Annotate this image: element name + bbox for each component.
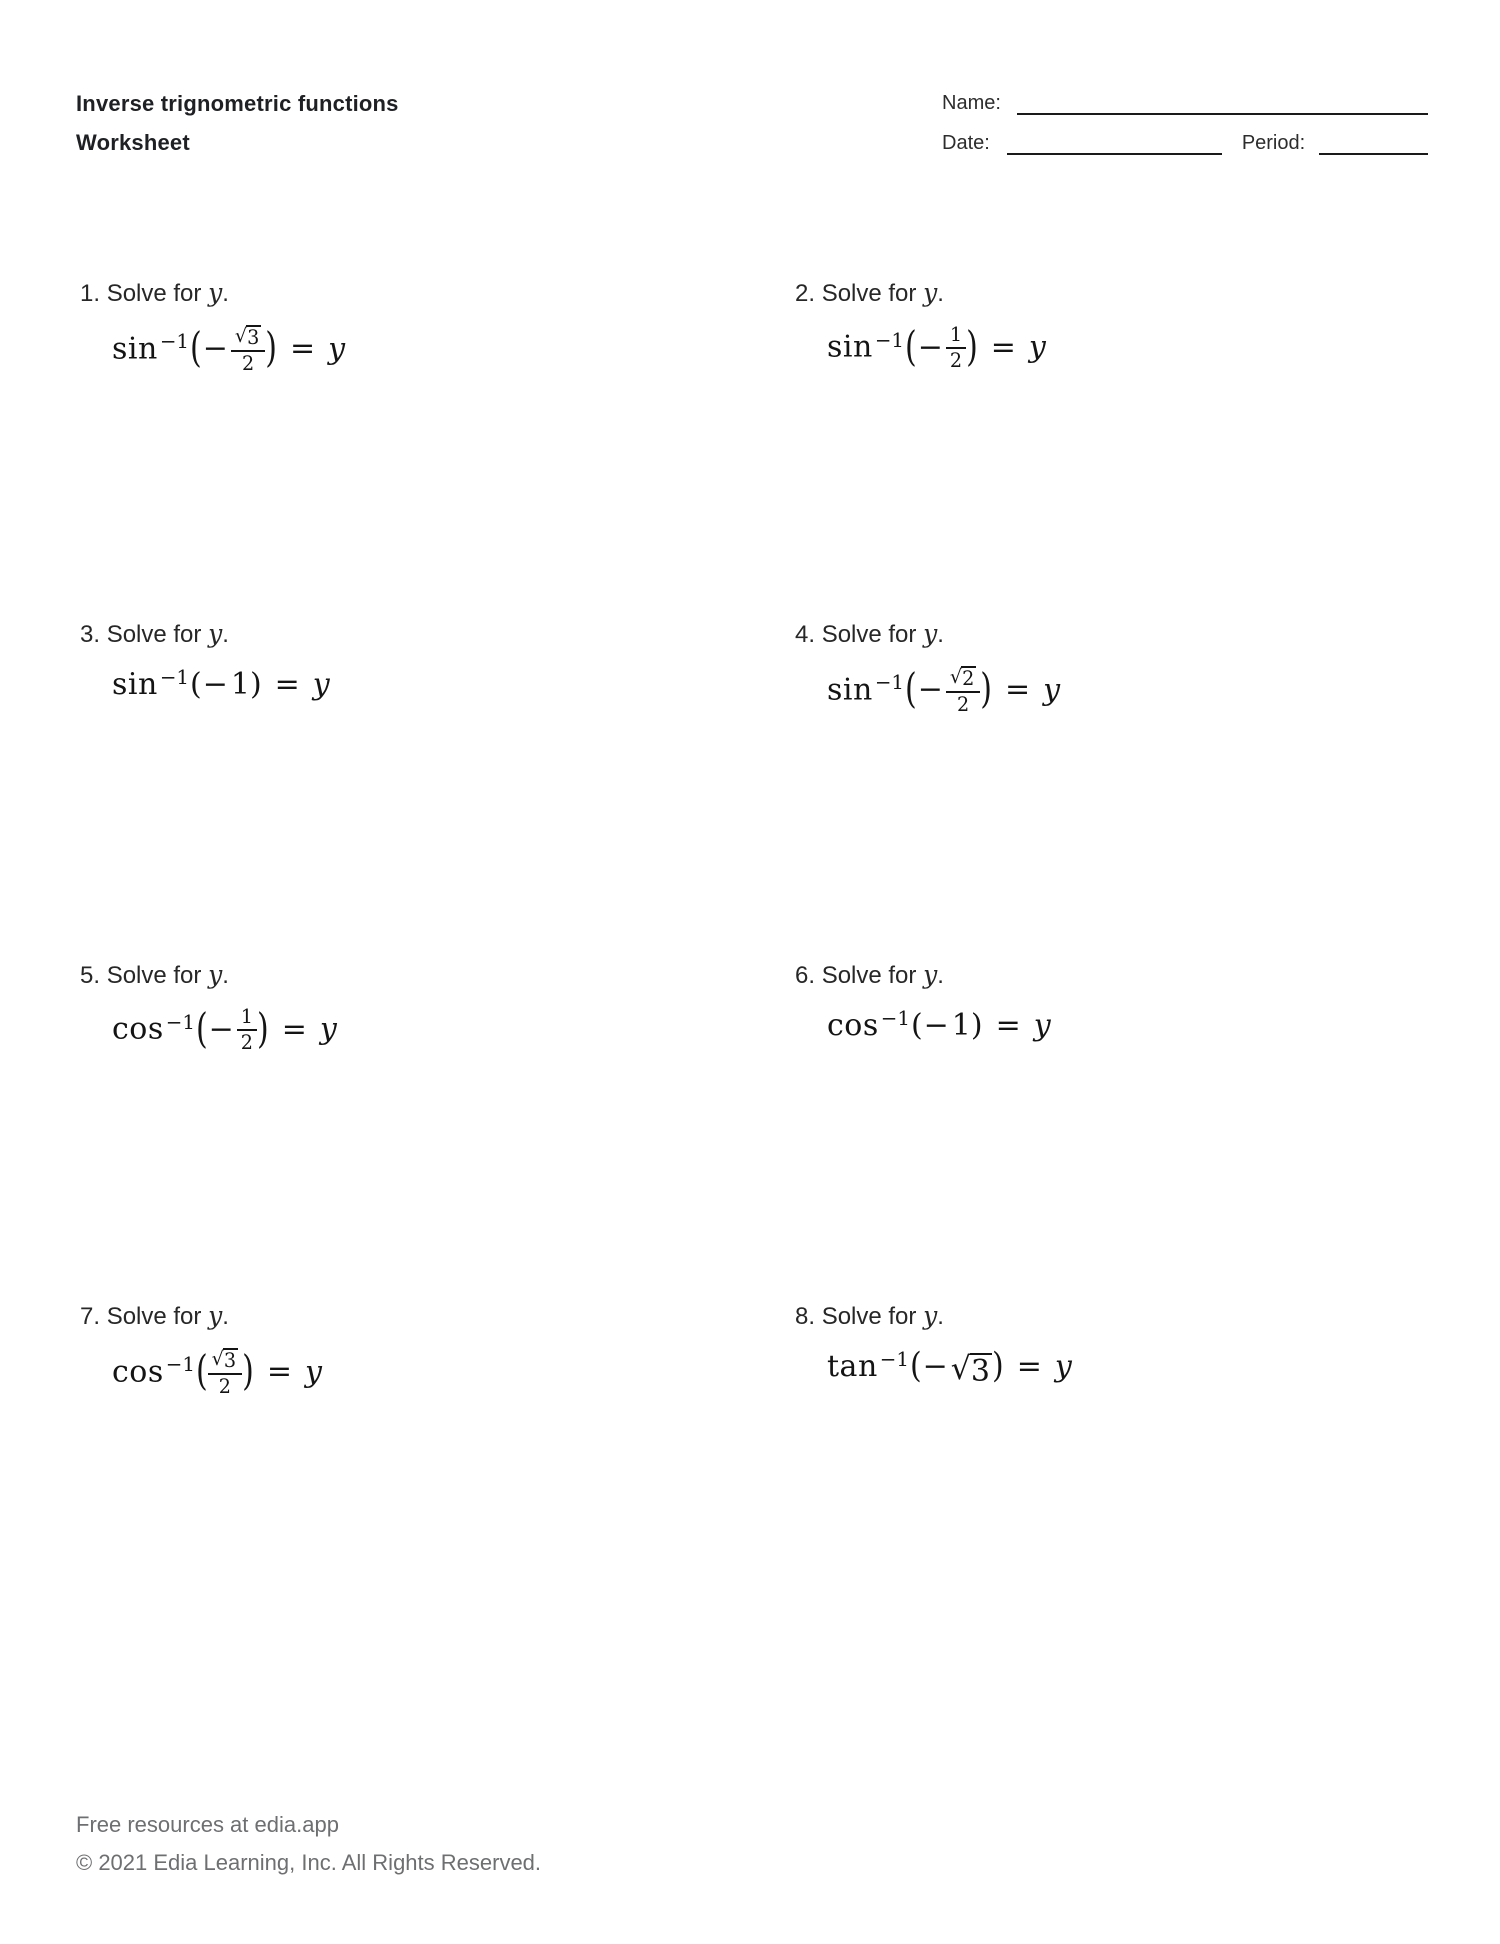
math-exponent: −1 — [880, 1007, 910, 1030]
date-blank-line — [1007, 132, 1222, 155]
math-number: 1 — [230, 666, 250, 702]
radical-icon: √ — [211, 1347, 224, 1370]
prompt-text: Solve for — [821, 621, 924, 648]
math-equals-sign: = — [266, 1354, 292, 1390]
math-paren: ( — [904, 322, 917, 372]
footer-resources-line: Free resources at edia.app — [76, 1812, 339, 1837]
fraction-denominator: 2 — [240, 1030, 254, 1054]
math-equals-sign: = — [290, 331, 316, 367]
math-minus-sign: − — [917, 329, 943, 365]
math-minus-sign: − — [917, 672, 943, 708]
name-blank-line — [1017, 92, 1428, 115]
problem-number: 6. — [795, 962, 822, 989]
math-paren: ) — [980, 665, 993, 714]
worksheet-title: Inverse trignometric functions — [76, 91, 399, 116]
math-equals-sign: = — [274, 666, 300, 702]
fraction-denominator: 2 — [956, 693, 970, 717]
problem-prompt — [80, 619, 795, 650]
name-row — [942, 92, 1428, 115]
problem-number: 8. — [795, 1303, 822, 1330]
math-paren: ) — [249, 666, 262, 702]
prompt-text: Solve for — [821, 962, 924, 989]
period-label: Period: — [1241, 132, 1306, 154]
math-fraction — [237, 1006, 257, 1053]
math-paren: ( — [195, 1347, 208, 1396]
math-function: sin — [112, 666, 158, 702]
math-variable: y — [304, 1354, 322, 1390]
problem-prompt — [80, 960, 795, 991]
radicand: 3 — [247, 326, 260, 349]
equation — [112, 1004, 795, 1054]
math-variable: y — [1028, 329, 1046, 365]
fraction-denominator: 2 — [241, 352, 255, 376]
math-paren: ( — [189, 324, 202, 373]
math-function: cos — [827, 1007, 879, 1043]
math-sqrt — [212, 1348, 238, 1372]
math-paren: ) — [966, 322, 978, 372]
math-variable: y — [312, 666, 330, 702]
math-exponent: −1 — [165, 1353, 195, 1377]
equation — [112, 325, 795, 376]
equation — [827, 322, 1430, 372]
problem-number: 7. — [80, 1303, 107, 1330]
problem-prompt — [795, 278, 1430, 309]
prompt-text: Solve for — [821, 280, 924, 307]
problem-prompt — [795, 1301, 1430, 1332]
page-footer — [76, 1806, 541, 1882]
problem-8 — [795, 1301, 1430, 1642]
math-exponent: −1 — [879, 1348, 909, 1371]
math-paren: ) — [970, 1007, 983, 1043]
math-minus-sign: − — [202, 666, 228, 702]
problem-number: 4. — [795, 621, 822, 648]
student-info-block — [942, 92, 1428, 155]
radical-icon: √ — [949, 665, 963, 688]
math-paren: ) — [265, 324, 278, 373]
math-fraction — [946, 324, 966, 371]
prompt-text: Solve for — [821, 1303, 924, 1330]
prompt-punct: . — [222, 962, 229, 989]
equation — [112, 1348, 795, 1399]
prompt-variable: y — [923, 619, 938, 648]
problem-1 — [80, 278, 795, 619]
math-exponent: −1 — [165, 1010, 195, 1034]
math-variable: y — [328, 331, 346, 367]
equation — [827, 1007, 1430, 1043]
prompt-variable: y — [923, 960, 938, 989]
problem-7 — [80, 1301, 795, 1642]
math-paren: ( — [195, 1004, 208, 1054]
math-exponent: −1 — [874, 328, 904, 352]
title-block — [76, 84, 399, 162]
fraction-numerator — [946, 665, 980, 693]
math-fraction — [208, 1347, 242, 1398]
math-sqrt — [235, 325, 261, 349]
math-equals-sign: = — [990, 329, 1016, 365]
math-function: sin — [827, 672, 873, 708]
problem-number: 2. — [795, 280, 822, 307]
problem-prompt — [80, 278, 795, 309]
prompt-variable: y — [208, 1301, 223, 1330]
fraction-numerator: 1 — [946, 324, 966, 349]
math-minus-sign: − — [202, 331, 228, 367]
math-equals-sign: = — [281, 1011, 307, 1047]
math-equals-sign: = — [995, 1007, 1021, 1043]
radicand: 2 — [962, 667, 975, 690]
problem-number: 1. — [80, 280, 107, 307]
problem-3 — [80, 619, 795, 960]
math-function: cos — [112, 1011, 164, 1047]
prompt-text: Solve for — [106, 621, 209, 648]
fraction-numerator — [208, 1347, 242, 1375]
math-equals-sign: = — [1016, 1348, 1042, 1384]
problem-2 — [795, 278, 1430, 619]
math-exponent: −1 — [159, 666, 189, 689]
math-paren: ( — [910, 1007, 923, 1043]
equation — [827, 1345, 1430, 1389]
math-exponent: −1 — [159, 330, 189, 354]
math-paren: ) — [991, 1345, 1004, 1386]
fraction-denominator: 2 — [218, 1375, 231, 1399]
math-paren: ) — [257, 1004, 269, 1054]
math-minus-sign: − — [208, 1011, 234, 1047]
problem-5 — [80, 960, 795, 1301]
prompt-punct: . — [937, 1303, 944, 1330]
math-variable: y — [1054, 1348, 1072, 1384]
date-period-row — [942, 132, 1428, 155]
problems-grid — [80, 278, 1430, 1642]
radicand: 3 — [223, 1349, 237, 1372]
fraction-numerator — [231, 324, 265, 352]
problem-prompt — [80, 1301, 795, 1332]
problem-6 — [795, 960, 1430, 1301]
math-fraction — [231, 324, 265, 375]
math-sqrt — [950, 1350, 992, 1390]
footer-copyright-line: © 2021 Edia Learning, Inc. All Rights Reserved. — [76, 1850, 542, 1875]
math-minus-sign: − — [922, 1348, 948, 1384]
period-blank-line — [1319, 132, 1428, 155]
prompt-punct: . — [222, 1303, 229, 1330]
problem-number: 5. — [80, 962, 107, 989]
math-exponent: −1 — [874, 671, 904, 695]
prompt-punct: . — [937, 280, 944, 307]
math-variable: y — [1033, 1007, 1051, 1043]
prompt-text: Solve for — [106, 280, 209, 307]
math-paren: ( — [904, 665, 917, 714]
worksheet-subtitle: Worksheet — [76, 130, 190, 155]
prompt-text: Solve for — [106, 962, 209, 989]
math-minus-sign: − — [923, 1007, 949, 1043]
prompt-punct: . — [222, 621, 229, 648]
problem-4 — [795, 619, 1430, 960]
equation — [112, 666, 795, 702]
prompt-punct: . — [222, 280, 229, 307]
fraction-denominator: 2 — [949, 348, 963, 372]
math-sqrt — [950, 666, 976, 690]
prompt-punct: . — [937, 962, 944, 989]
fraction-numerator: 1 — [237, 1006, 257, 1031]
problem-prompt — [795, 960, 1430, 991]
math-equals-sign: = — [1005, 672, 1031, 708]
math-paren: ( — [909, 1345, 922, 1386]
math-function: tan — [827, 1348, 878, 1384]
math-variable: y — [319, 1011, 337, 1047]
prompt-punct: . — [937, 621, 944, 648]
problem-prompt — [795, 619, 1430, 650]
math-function: cos — [112, 1354, 164, 1390]
prompt-text: Solve for — [106, 1303, 209, 1330]
math-paren: ( — [189, 666, 202, 702]
radical-icon: √ — [950, 1350, 971, 1387]
math-number: 1 — [951, 1007, 971, 1043]
math-function: sin — [827, 329, 873, 365]
math-variable: y — [1043, 672, 1061, 708]
prompt-variable: y — [208, 619, 223, 648]
problem-number: 3. — [80, 621, 107, 648]
prompt-variable: y — [923, 278, 938, 307]
radical-icon: √ — [234, 324, 248, 347]
prompt-variable: y — [208, 960, 223, 989]
math-paren: ) — [242, 1347, 254, 1396]
equation — [827, 666, 1430, 717]
radicand: 3 — [970, 1353, 990, 1389]
math-fraction — [946, 665, 980, 716]
prompt-variable: y — [208, 278, 223, 307]
prompt-variable: y — [923, 1301, 938, 1330]
date-label: Date: — [942, 132, 990, 154]
math-function: sin — [112, 331, 158, 367]
name-label: Name: — [942, 92, 1001, 114]
